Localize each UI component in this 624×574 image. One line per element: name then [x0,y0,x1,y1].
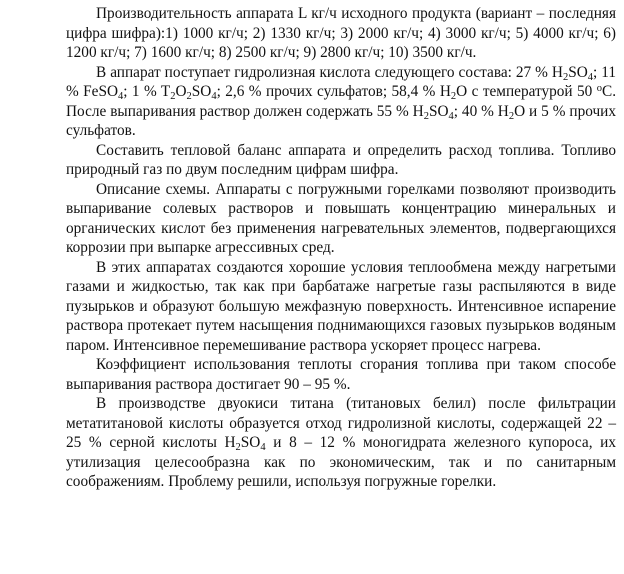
text-segment: ; 2,6 % прочих сульфатов; 58,4 % H [216,83,451,100]
paragraph-scheme-description-text: Описание схемы. Аппараты с погружными горелками позволяют производить выпаривание солевых растворов и повышать концентрацию минеральных и органических кислот без применения нагревательных элементов, подвергающихся коррозии при выпарке агрессивных сред. [66,180,616,256]
paragraph-scheme-description [66,180,616,258]
subscript: 2 [235,442,241,453]
paragraph-efficiency-text: Коэффициент использования теплоты сгорания топлива при таком способе выпаривания раствора достигает 90 – 95 %. [66,356,616,393]
paragraph-task-text: Составить тепловой баланс аппарата и определить расход топлива. Топливо природный газ по двум последним цифрам шифра. [66,141,616,178]
document-page [66,4,616,492]
text-segment: O [175,83,187,100]
paragraph-heat-exchange-text: В этих аппаратах создаются хорошие условия теплообмена между нагретыми газами и жидкостью, так как при барбатаже нагретые газы распыляются в виде пузырьков и образуют большую межфазную поверхность. Интенсивное испарение раствора протекает путем насыщения поднимающихся газовых пузырьков водяным паром. Интенсивное перемешивание раствора ускоряет процесс нагрева. [66,258,616,354]
paragraph-titanium-production [66,394,616,492]
subscript: 2 [562,71,569,83]
subscript: 4 [448,110,454,122]
paragraph-heat-exchange [66,258,616,356]
text-segment: ; 1 % T [123,83,171,100]
text-segment: SO [428,102,449,120]
text-segment: и 8 – 12 % моногидрата железного купороса, их утилизация целесообразна как по экономическим, так и по санитарным соображениям. Проблему решили, используя погружные горелки. [66,434,616,490]
subscript: 4 [260,442,266,453]
paragraph-composition [66,63,616,141]
subscript: 2 [423,110,429,122]
text-segment: В аппарат поступает гидролизная кислота следующего состава: 27 % H [96,63,563,81]
text-segment: SO [191,83,212,100]
text-segment: O с температурой 50 [456,83,597,100]
text-segment: ; 11 % FeSO [66,63,616,100]
subscript: 2 [186,91,192,102]
paragraph-productivity-text: Производительность аппарата L кг/ч исходного продукта (вариант – последняя цифра шифра):1) 1000 кг/ч; 2) 1330 кг/ч; 3) 2000 кг/ч; 4) 3000 кг/ч; 5) 4000 кг/ч; 6) 1200 кг/ч; 7) 1600 кг/ч; 8) 2500 кг/ч; 9) 2800 кг/ч; 10) 3500 кг/ч. [66,5,616,61]
text-segment: В производстве двуокиси титана (титановых белил) после фильтрации метатитановой кислоты образуется отход гидролизной кислоты, содержащей 22 – 25 % серной кислоты H [66,395,616,451]
paragraph-efficiency [66,355,616,394]
text-segment: O и 5 % прочих сульфатов. [66,102,616,139]
degree-superscript: о [596,83,602,94]
text-segment: SO [568,63,588,81]
text-segment: SO [240,434,261,451]
subscript: 2 [450,91,457,102]
subscript: 4 [118,91,124,102]
subscript: 2 [170,91,176,102]
subscript: 4 [587,71,594,83]
paragraph-task [66,141,616,180]
text-segment: ; 40 % H [453,102,509,120]
paragraph-productivity [66,4,616,63]
subscript: 4 [211,91,217,102]
subscript: 2 [508,110,515,122]
text-segment: C. После выпаривания раствор должен содержать 55 % H [66,83,617,120]
